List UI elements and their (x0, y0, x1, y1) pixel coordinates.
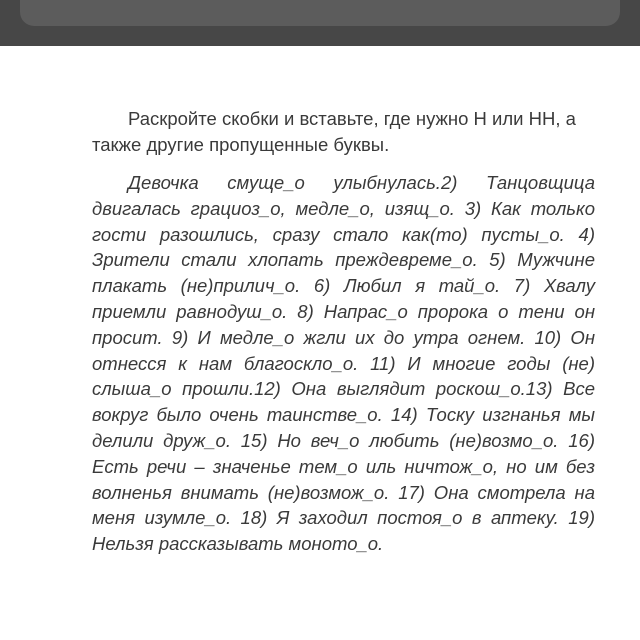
exercise-text: Девочка смуще_о улыбнулась.2) Танцовщица двигалась грациоз_о, медле_о, изящ_о. 3) Как только гости разошлись, сразу стало как(то) пусты_о. 4) Зрители стали хлопать преждевреме_о. 5) Мужчине плакать (не)прилич_о. 6) Любил я тай_о. 7) Хвалу приемли равнодуш_о. 8) Напрас_о пророка о тени он просит. 9) И медле_о жгли их до утра огнем. 10) Он отнесся к нам благоскло_о. 11) И многие годы (не) слыша_о прошли.12) Она выглядит роскош_о.13) Все вокруг было очень таинстве_о. 14) Тоску изгнанья мы делили друж_о. 15) Но веч_о любить (не)возмо_о. 16) Есть речи – значенье тем_о иль ничтож_о, но им без волненья внимать (не)возмож_о. 17) Она смотрела на меня изумле_о. 18) Я заходил постоя_о в аптеку. 19) Нельзя рассказывать моното_о. (92, 172, 595, 555)
task-instruction: Раскройте скобки и вставьте, где нужно Н или НН, а также другие пропущенные буквы. (92, 108, 576, 155)
address-bar[interactable] (20, 0, 620, 26)
browser-toolbar (0, 0, 640, 46)
document-content (92, 106, 595, 557)
